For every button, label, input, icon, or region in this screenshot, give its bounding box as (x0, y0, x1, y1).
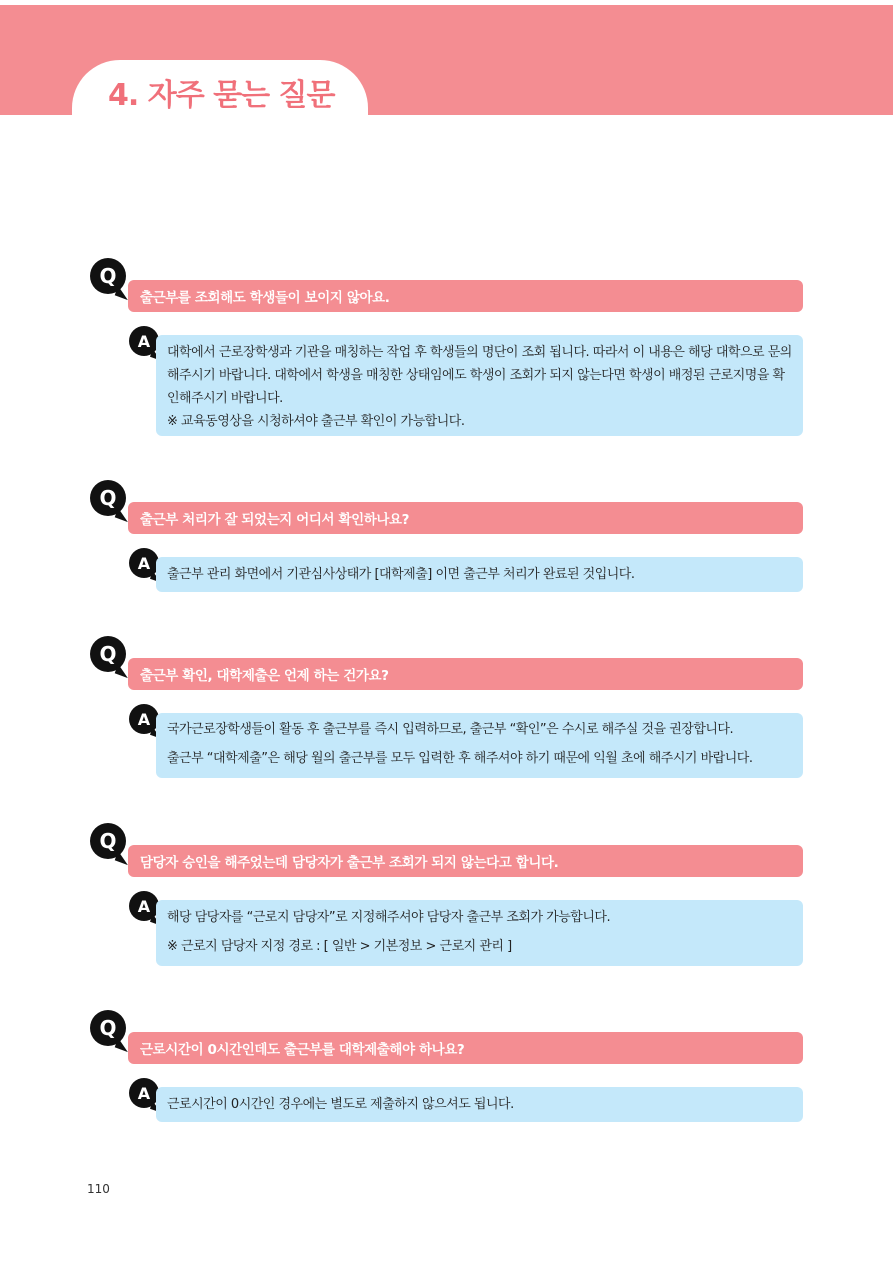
answer-paragraph: 근로시간이 0시간인 경우에는 별도로 제출하지 않으셔도 됩니다. (167, 1097, 514, 1112)
question-badge: Q (90, 636, 126, 672)
question-badge: Q (90, 823, 126, 859)
answer-box (156, 557, 803, 592)
question-bar: 근로시간이 0시간인데도 출근부를 대학제출해야 하나요? (128, 1032, 803, 1064)
answer-paragraph: 출근부 “대학제출”은 해당 월의 출근부를 모두 입력한 후 해주셔야 하기 때문에 익월 초에 해주시기 바랍니다. (167, 751, 753, 766)
page-title: 4. 자주 묻는 질문 (108, 78, 335, 113)
answer-box (156, 713, 803, 778)
answer-badge: A (129, 1078, 159, 1108)
answer-paragraph: 해당 담당자를 “근로지 담당자”로 지정해주셔야 담당자 출근부 조회가 가능합니다. (167, 910, 611, 925)
question-bar: 담당자 승인을 해주었는데 담당자가 출근부 조회가 되지 않는다고 합니다. (128, 845, 803, 877)
question-badge: Q (90, 1010, 126, 1046)
question-badge: Q (90, 258, 126, 294)
question-bar: 출근부를 조회해도 학생들이 보이지 않아요. (128, 280, 803, 312)
question-bar: 출근부 처리가 잘 되었는지 어디서 확인하나요? (128, 502, 803, 534)
answer-box (156, 335, 803, 436)
answer-badge: A (129, 326, 159, 356)
answer-paragraph: 출근부 관리 화면에서 기관심사상태가 [대학제출] 이면 출근부 처리가 완료된 것입니다. (167, 567, 635, 582)
answer-badge: A (129, 891, 159, 921)
answer-box (156, 900, 803, 966)
question-bar: 출근부 확인, 대학제출은 언제 하는 건가요? (128, 658, 803, 690)
page-number: 110 (87, 1182, 110, 1196)
answer-note: ※ 근로지 담당자 지정 경로 : [ 일반 > 기본정보 > 근로지 관리 ] (167, 939, 512, 954)
answer-badge: A (129, 704, 159, 734)
answer-paragraph: 대학에서 근로장학생과 기관을 매칭하는 작업 후 학생들의 명단이 조회 됩니다. 따라서 이 내용은 해당 대학으로 문의해주시기 바랍니다. 대학에서 학생을 매칭한 상태임에도 학생이 조회가 되지 않는다면 학생이 배정된 근로지명을 확인해주시기 바랍니다. (167, 345, 792, 406)
answer-note: ※ 교육동영상을 시청하셔야 출근부 확인이 가능합니다. (167, 414, 465, 429)
answer-badge: A (129, 548, 159, 578)
question-badge: Q (90, 480, 126, 516)
answer-paragraph: 국가근로장학생들이 활동 후 출근부를 즉시 입력하므로, 출근부 “확인”은 수시로 해주실 것을 권장합니다. (167, 722, 734, 737)
answer-box (156, 1087, 803, 1122)
